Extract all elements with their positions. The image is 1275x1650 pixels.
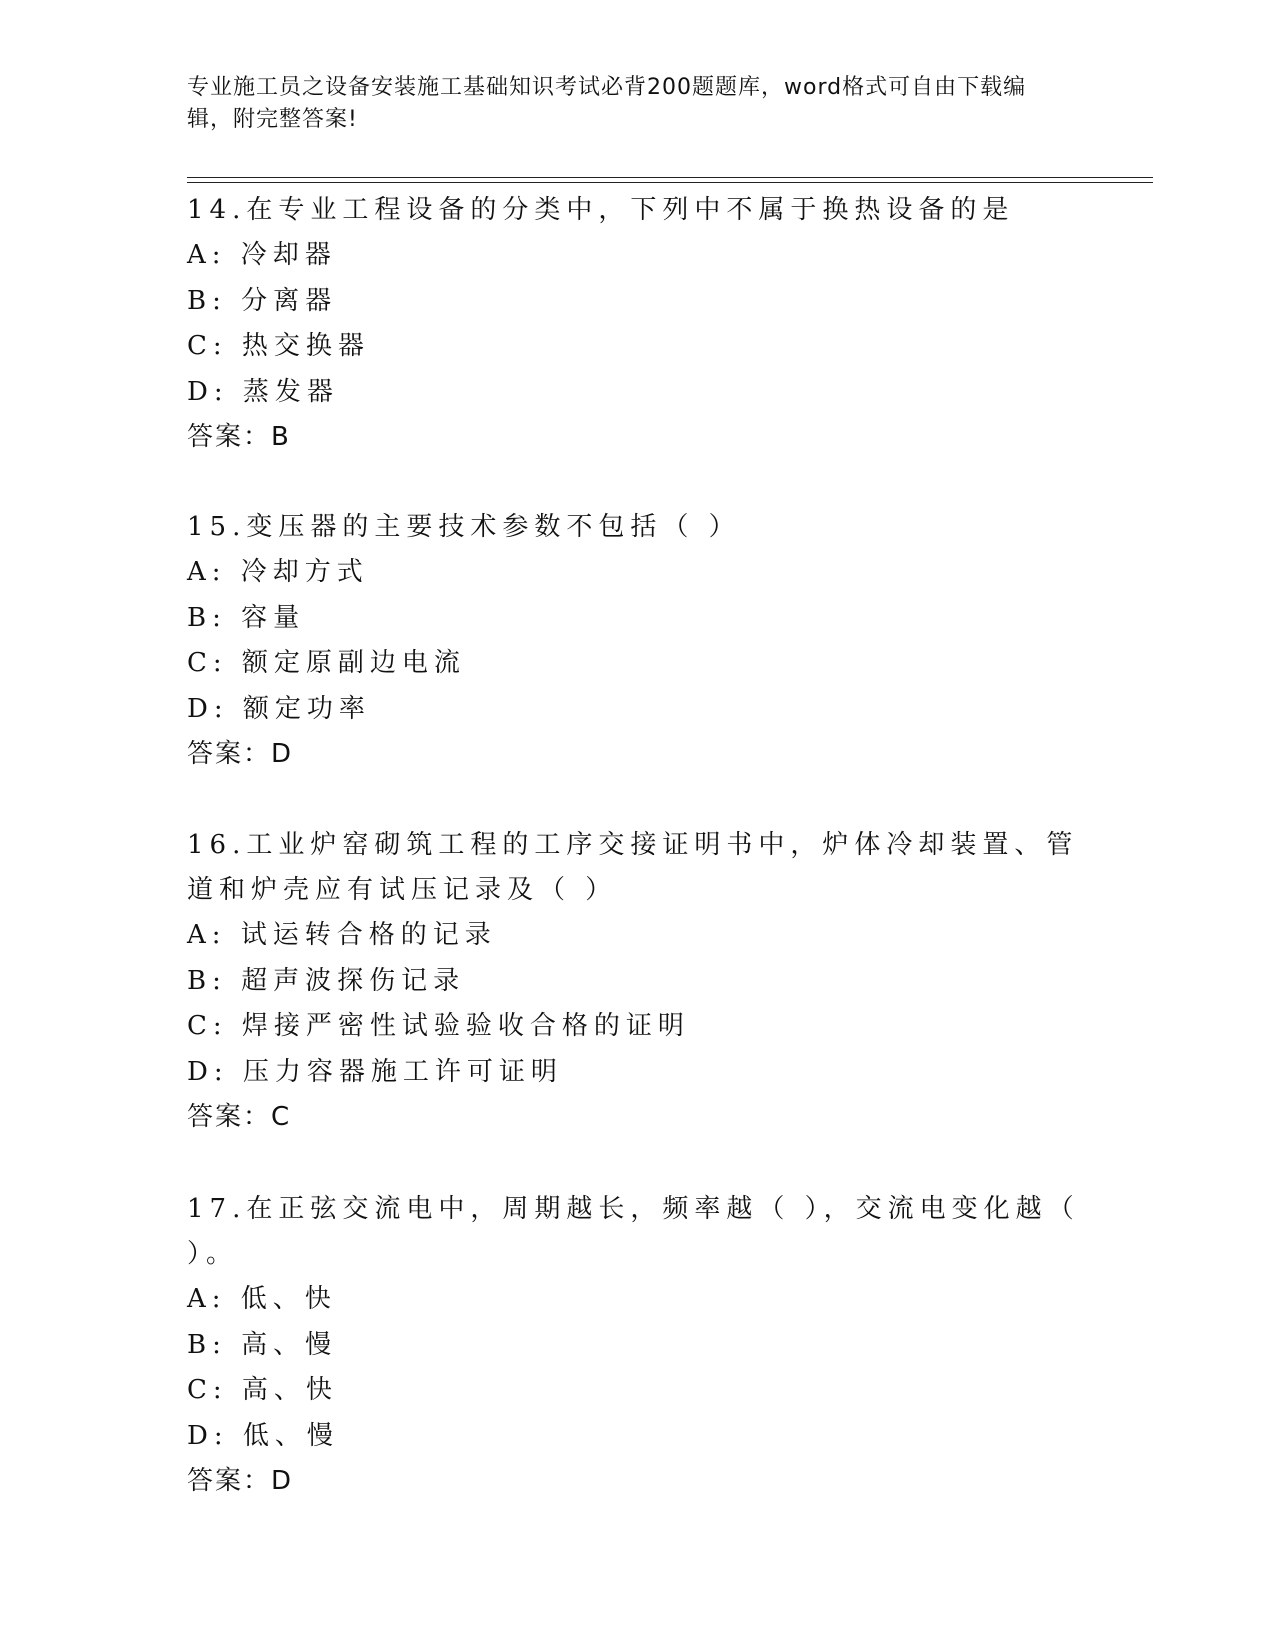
option-b: B: 超声波探伤记录 — [187, 965, 466, 996]
header-divider-top — [187, 177, 1153, 178]
header-title: 专业施工员之设备安装施工基础知识考试必背200题题库，word格式可自由下载编辑，附完整答案! — [187, 75, 1027, 132]
option-a: A: 试运转合格的记录 — [187, 920, 497, 950]
question-17 — [187, 1187, 1087, 1504]
question-15 — [187, 505, 1087, 777]
option-a: A: 低、快 — [187, 1284, 337, 1314]
question-stem: 14.在专业工程设备的分类中，下列中不属于换热设备的是 — [187, 195, 1015, 225]
question-16 — [187, 823, 1087, 1140]
answer-line: 答案：D — [187, 739, 294, 769]
option-c: C: 高、快 — [187, 1375, 338, 1405]
option-d: D: 额定功率 — [187, 693, 371, 724]
option-a: A: 冷却器 — [187, 240, 337, 270]
answer-line: 答案：B — [187, 422, 291, 452]
option-c: C: 额定原副边电流 — [187, 648, 466, 678]
question-14 — [187, 188, 1087, 460]
question-stem: 17.在正弦交流电中，周期越长，频率越（ ），交流电变化越（ ）。 — [187, 1194, 1080, 1269]
option-c: C: 热交换器 — [187, 331, 370, 361]
option-b: B: 容量 — [187, 602, 306, 633]
answer-line: 答案：D — [187, 1466, 294, 1496]
option-d: D: 低、慢 — [187, 1420, 339, 1451]
option-c: C: 焊接严密性试验验收合格的证明 — [187, 1011, 690, 1041]
option-b: B: 高、慢 — [187, 1329, 338, 1360]
question-stem: 16.工业炉窑砌筑工程的工序交接证明书中，炉体冷却装置、管道和炉壳应有试压记录及（ ） — [187, 830, 1079, 905]
header-divider-bottom — [187, 182, 1153, 183]
document-header — [187, 72, 1067, 136]
answer-line: 答案：C — [187, 1102, 292, 1132]
option-d: D: 蒸发器 — [187, 376, 339, 407]
option-b: B: 分离器 — [187, 285, 338, 316]
option-d: D: 压力容器施工许可证明 — [187, 1056, 563, 1087]
option-a: A: 冷却方式 — [187, 557, 369, 587]
question-stem: 15.变压器的主要技术参数不包括（ ） — [187, 512, 741, 542]
